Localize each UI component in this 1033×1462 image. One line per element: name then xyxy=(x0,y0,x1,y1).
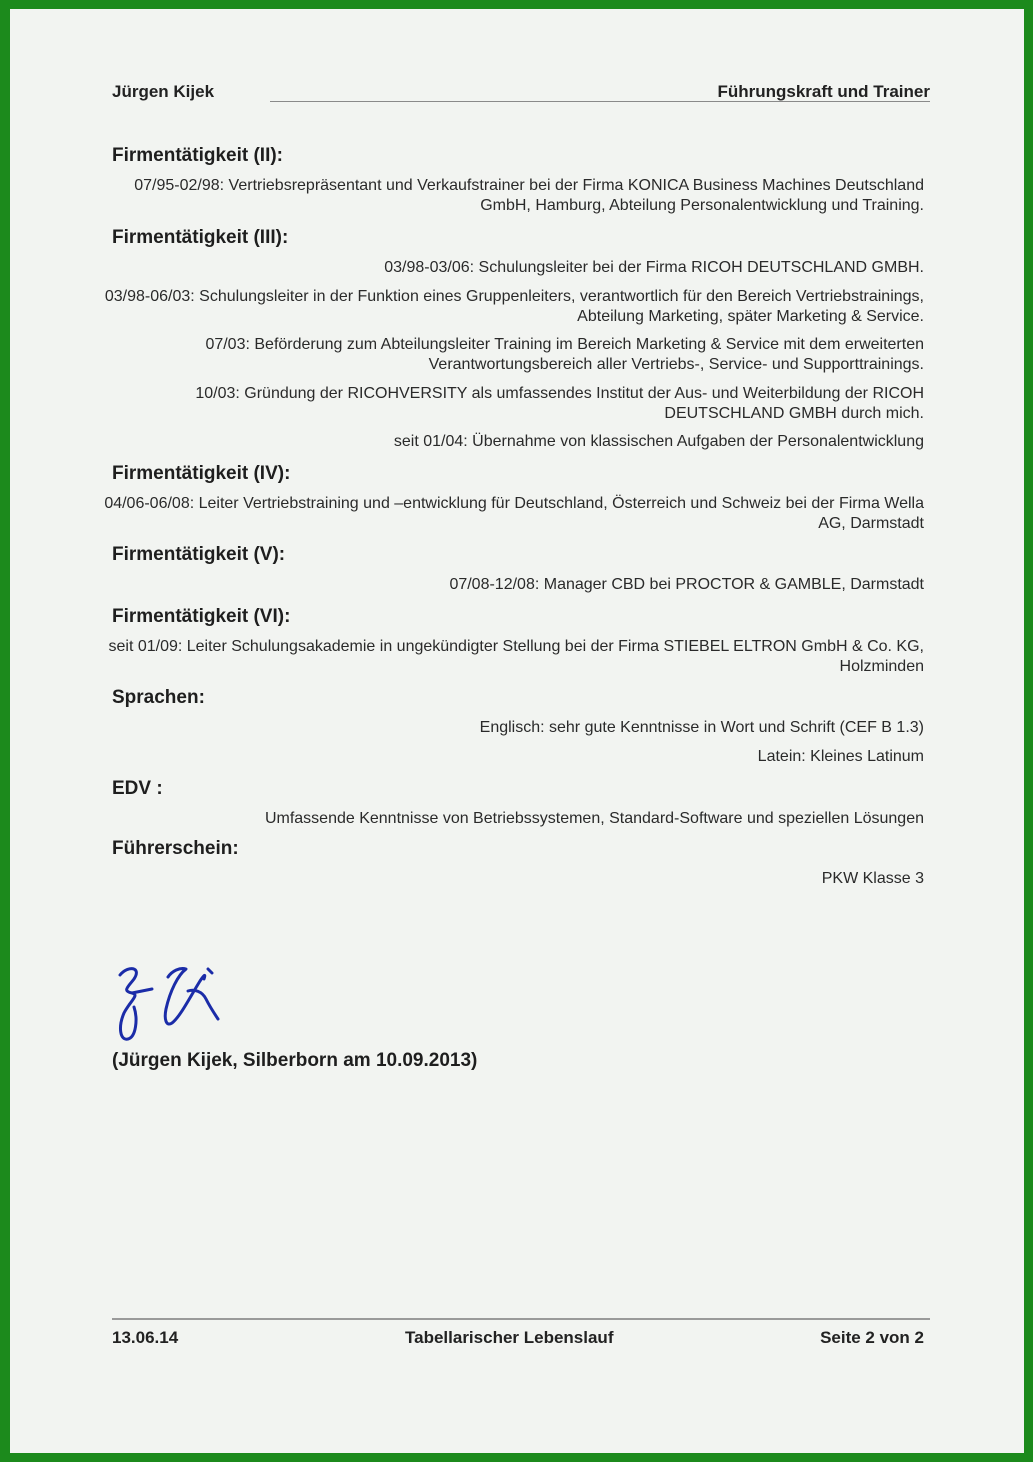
handwritten-signature xyxy=(110,957,230,1047)
entry-license-1: PKW Klasse 3 xyxy=(821,870,924,887)
entry-language-english: Englisch: sehr gute Kenntnisse in Wort und Schrift (CEF B 1.3) xyxy=(479,719,924,736)
footer-divider xyxy=(112,1318,930,1320)
signature-caption: (Jürgen Kijek, Silberborn am 10.09.2013) xyxy=(112,1050,478,1071)
entry-firm-2-1: 07/95-02/98: Vertriebsrepräsentant und Verkaufstrainer bei der Firma KONICA Business Machines Deutschland GmbH, Hamburg, Abteilung Personalentwicklung und Training. xyxy=(134,177,924,214)
section-title-firm-2: Firmentätigkeit (II): xyxy=(112,145,284,166)
footer-title: Tabellarischer Lebenslauf xyxy=(405,1328,614,1347)
entry-firm-3-5: seit 01/04: Übernahme von klassischen Aufgaben der Personalentwicklung xyxy=(393,433,924,450)
section-title-firm-3: Firmentätigkeit (III): xyxy=(112,227,289,248)
section-title-firm-5: Firmentätigkeit (V): xyxy=(112,544,286,565)
entry-language-latin: Latein: Kleines Latinum xyxy=(757,748,924,765)
entry-firm-4-1: 04/06-06/08: Leiter Vertriebstraining und –entwicklung für Deutschland, Österreich und Schweiz bei der Firma Wella AG, Darmstadt xyxy=(104,495,924,532)
section-title-license: Führerschein: xyxy=(112,838,239,859)
footer-date: 13.06.14 xyxy=(112,1328,179,1347)
footer-page-number: Seite 2 von 2 xyxy=(820,1328,924,1347)
entry-firm-3-2: 03/98-06/03: Schulungsleiter in der Funktion eines Gruppenleiters, verantwortlich für den Bereich Vertriebstrainings, Abteilung Marketing, später Marketing & Service. xyxy=(104,288,924,325)
entry-firm-3-4: 10/03: Gründung der RICOHVERSITY als umfassendes Institut der Aus- und Weiterbildung der RICOH DEUTSCHLAND GMBH durch mich. xyxy=(195,385,924,422)
document-page xyxy=(10,9,1024,1453)
entry-firm-6-1: seit 01/09: Leiter Schulungsakademie in ungekündigter Stellung bei der Firma STIEBEL ELTRON GmbH & Co. KG, Holzminden xyxy=(108,638,924,675)
header-name: Jürgen Kijek xyxy=(112,82,215,101)
section-title-firm-6: Firmentätigkeit (VI): xyxy=(112,606,291,627)
header-divider xyxy=(270,101,930,102)
entry-firm-3-1: 03/98-03/06: Schulungsleiter bei der Firma RICOH DEUTSCHLAND GMBH. xyxy=(384,259,924,276)
section-title-edv: EDV : xyxy=(112,778,163,799)
entry-firm-3-3: 07/03: Beförderung zum Abteilungsleiter Training im Bereich Marketing & Service mit dem erweiterten Verantwortungsbereich aller Vertriebs-, Service- und Supporttrainings. xyxy=(205,336,924,373)
entry-edv-1: Umfassende Kenntnisse von Betriebssystemen, Standard-Software und speziellen Lösungen xyxy=(264,810,924,827)
entry-firm-5-1: 07/08-12/08: Manager CBD bei PROCTOR & GAMBLE, Darmstadt xyxy=(449,576,924,593)
section-title-languages: Sprachen: xyxy=(112,687,205,708)
section-title-firm-4: Firmentätigkeit (IV): xyxy=(112,463,291,484)
header-role: Führungskraft und Trainer xyxy=(717,82,930,101)
